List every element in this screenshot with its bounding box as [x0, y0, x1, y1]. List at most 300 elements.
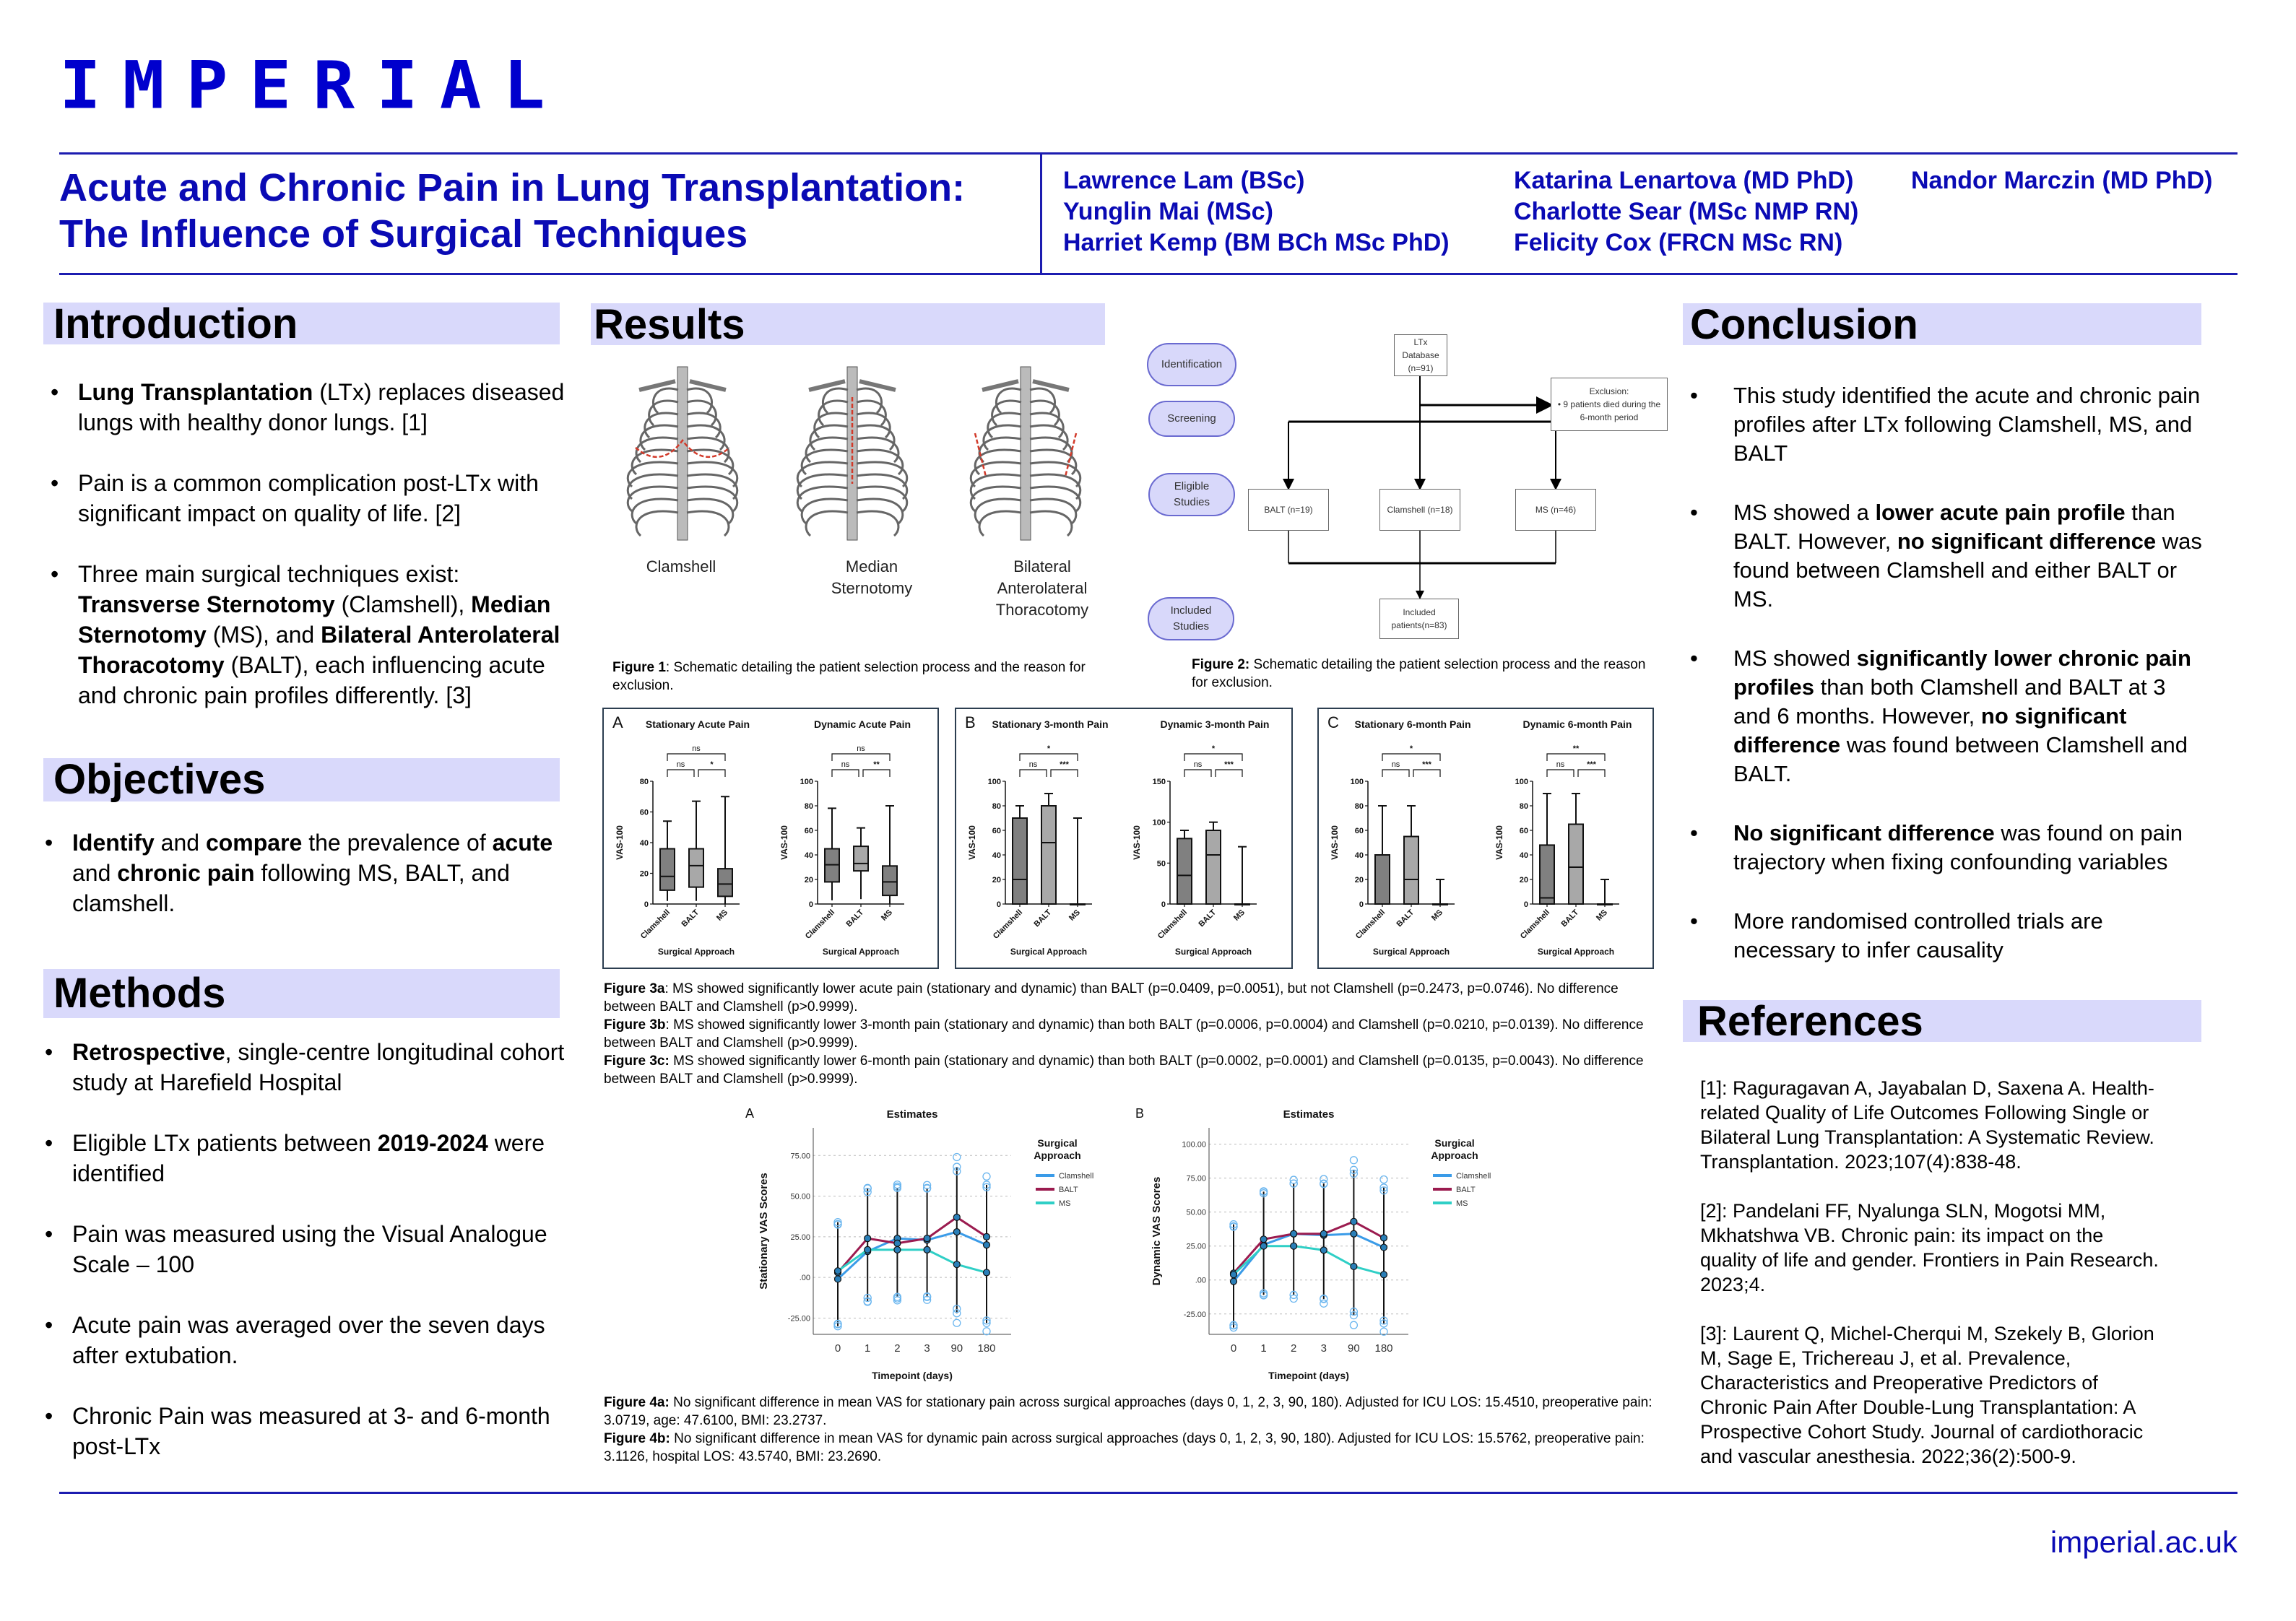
box	[1206, 830, 1221, 904]
y-tick-label: 100	[1350, 778, 1364, 786]
title-line-1: Acute and Chronic Pain in Lung Transplantation:	[59, 166, 966, 209]
figure-4-captions	[604, 1394, 1673, 1466]
y-tick-label: 100	[1515, 778, 1528, 786]
text-run: Acute pain was averaged over the seven days after extubation.	[72, 1312, 545, 1368]
data-point	[984, 1242, 990, 1248]
text-run: were identified	[72, 1130, 545, 1186]
author: Lawrence Lam (BSc)	[1063, 167, 1305, 194]
author: Harriet Kemp (BM BCh MSc PhD)	[1063, 229, 1450, 256]
x-axis-label: Surgical Approach	[1537, 947, 1615, 957]
legend-label: Clamshell	[1456, 1172, 1491, 1181]
data-point	[1231, 1278, 1237, 1285]
references-list	[1700, 1076, 2162, 1493]
y-axis-label: VAS-100	[1494, 825, 1504, 860]
author: Yunglin Mai (MSc)	[1063, 198, 1273, 225]
bold-run: Retrospective	[72, 1039, 225, 1065]
x-tick-label: Clamshell	[1156, 908, 1190, 941]
bullet-item	[43, 377, 578, 438]
authors-col-2	[1514, 165, 1858, 258]
author: Charlotte Sear (MSc NMP RN)	[1514, 198, 1859, 225]
data-point	[1320, 1230, 1327, 1237]
ribcage-icon	[628, 367, 737, 540]
y-tick-label: 60	[639, 808, 649, 817]
y-tick-label: 60	[804, 827, 813, 835]
y-tick-label: 60	[1519, 827, 1528, 835]
bullet-item	[38, 1128, 586, 1188]
ribcage-label-balt: Bilateral Anterolateral Thoracotomy	[995, 557, 1089, 619]
bold-run: Identify	[72, 830, 155, 856]
chart-title: Stationary 3-month Pain	[992, 718, 1109, 730]
y-tick-label: 20	[804, 876, 813, 885]
chart-title: Stationary Acute Pain	[645, 718, 750, 730]
x-tick-label: MS	[1594, 908, 1610, 923]
significance-label: *	[1211, 744, 1216, 753]
figure-3-captions	[604, 980, 1673, 1088]
box	[883, 866, 897, 895]
y-tick-label: .00	[799, 1274, 810, 1283]
references-heading: References	[1683, 1000, 2201, 1042]
y-tick-label: 0	[1161, 900, 1166, 909]
ribcage-label-median: Median Sternotomy	[831, 557, 913, 597]
y-tick-label: 75.00	[1186, 1174, 1206, 1183]
bold-run: no significant difference	[1733, 703, 2127, 757]
y-tick-label: 20	[1354, 876, 1364, 885]
box	[1404, 837, 1418, 905]
boxplot-panel-b-svg	[956, 709, 1291, 968]
data-point	[1260, 1243, 1267, 1249]
significance-label: **	[873, 760, 880, 769]
box	[1177, 838, 1192, 904]
y-tick-label: 60	[992, 827, 1001, 835]
bullet-item	[1683, 498, 2203, 614]
group-balt: BALT (n=19)	[1248, 489, 1329, 531]
bold-run: Median Sternotomy	[78, 591, 551, 648]
y-tick-label: 40	[639, 839, 649, 848]
data-point	[894, 1240, 901, 1246]
x-tick-label: Clamshell	[638, 908, 672, 941]
boxplot-panel-a-svg	[604, 709, 937, 968]
y-axis-label: VAS-100	[1330, 825, 1340, 860]
exclusion-title: Exclusion:	[1589, 386, 1629, 396]
bullet-item	[1683, 381, 2203, 468]
significance-label: ***	[1224, 760, 1234, 769]
y-axis-label: Stationary VAS Scores	[758, 1173, 770, 1290]
ci-marker	[953, 1319, 961, 1326]
results-heading: Results	[591, 303, 1105, 345]
y-tick-label: 40	[1354, 851, 1364, 860]
box	[854, 846, 868, 871]
x-tick-label: 2	[1291, 1342, 1297, 1355]
x-tick-label: 1	[1260, 1342, 1267, 1355]
conclusion-list	[1683, 381, 2203, 965]
included-box: Included patients(n=83)	[1379, 599, 1459, 639]
significance-label: ns	[841, 760, 850, 769]
y-tick-label: 25.00	[790, 1233, 810, 1242]
x-tick-label: 3	[1320, 1342, 1327, 1355]
text-run: and	[154, 830, 206, 856]
author: Katarina Lenartova (MD PhD)	[1514, 167, 1854, 194]
significance-label: ns	[692, 744, 701, 753]
stage-included: Included Studies	[1148, 597, 1234, 640]
chart-title: Dynamic Acute Pain	[813, 718, 911, 730]
x-tick-label: MS	[1429, 908, 1445, 923]
group-ms: MS (n=46)	[1515, 489, 1596, 531]
data-point	[1260, 1236, 1267, 1243]
data-point	[865, 1246, 871, 1253]
database-box: LTx Database (n=91)	[1394, 334, 1447, 376]
panel-letter: B	[1135, 1106, 1145, 1121]
y-tick-label: 20	[1519, 876, 1528, 885]
data-point	[953, 1214, 960, 1220]
x-tick-label: Clamshell	[1518, 908, 1552, 941]
objectives-body	[38, 827, 579, 949]
data-point	[1381, 1244, 1387, 1251]
significance-label: **	[1572, 744, 1580, 753]
bullet-item	[1683, 819, 2203, 877]
legend-label: MS	[1059, 1199, 1071, 1208]
box	[1540, 845, 1554, 904]
introduction-body	[43, 377, 578, 741]
y-axis-label: VAS-100	[615, 825, 625, 860]
significance-bracket	[1020, 770, 1047, 777]
box	[1013, 818, 1027, 904]
data-point	[835, 1276, 841, 1282]
data-point	[984, 1233, 990, 1240]
y-tick-label: 50.00	[790, 1192, 810, 1201]
text-run: , single-centre longitudinal cohort study at Harefield Hospital	[72, 1039, 565, 1095]
methods-heading: Methods	[43, 969, 560, 1018]
x-tick-label: 180	[977, 1342, 996, 1355]
x-tick-label: 3	[924, 1342, 930, 1355]
text-run: (BALT), each influencing acute and chronic pain profiles differently. [3]	[78, 652, 545, 708]
data-point	[1381, 1272, 1387, 1278]
data-point	[1351, 1218, 1357, 1225]
significance-label: ***	[1422, 760, 1431, 769]
title-line-2: The Influence of Surgical Techniques	[59, 212, 748, 256]
footer-url[interactable]: imperial.ac.uk	[2050, 1525, 2237, 1559]
panel-letter: C	[1327, 713, 1339, 731]
legend-title: Approach	[1034, 1150, 1081, 1161]
stage-identification: Identification	[1147, 343, 1236, 386]
y-tick-label: 40	[1519, 851, 1528, 860]
rib	[636, 511, 678, 536]
boxplot-panel-a	[602, 708, 939, 969]
authors-col-3	[1911, 165, 2212, 196]
bold-run: compare	[205, 830, 303, 856]
methods-list	[38, 1037, 586, 1461]
significance-bracket	[1578, 770, 1605, 777]
spine	[677, 367, 688, 540]
bullet-item	[1683, 644, 2203, 788]
bold-run: significantly lower chronic pain profiles	[1733, 646, 2191, 700]
imperial-logo: IMPERIAL	[59, 46, 567, 124]
stage-screening: Screening	[1148, 401, 1235, 437]
box	[689, 849, 703, 887]
legend-title: Surgical	[1037, 1137, 1078, 1149]
data-point	[1351, 1263, 1357, 1269]
significance-bracket	[1547, 770, 1574, 777]
box	[660, 849, 675, 890]
y-tick-label: 75.00	[790, 1152, 810, 1161]
rib	[806, 511, 848, 536]
bullet-item	[38, 1219, 586, 1279]
x-axis-label: Surgical Approach	[822, 947, 900, 957]
reference-item: [3]: Laurent Q, Michel-Cherqui M, Szekely B, Glorion M, Sage E, Trichereau J, et al. Prevalence, Characteristics and Preoperative Predictors of Chronic Pain After Double-Lung Transplantation: A Prospective Cohort Study. Journal of cardiothoracic and vascular anesthesia. 2022;36(2):500-9.	[1700, 1323, 2154, 1467]
x-axis-label: Surgical Approach	[1010, 947, 1088, 957]
text-run: Chronic Pain was measured at 3- and 6-month post-LTx	[72, 1403, 550, 1459]
bold-run: lower acute pain profile	[1875, 500, 2126, 525]
y-tick-label: 80	[992, 802, 1001, 811]
methods-body	[38, 1037, 586, 1492]
data-point	[865, 1235, 871, 1242]
x-tick-label: Clamshell	[1353, 908, 1387, 941]
x-tick-label: BALT	[1559, 908, 1581, 929]
y-tick-label: -25.00	[1183, 1310, 1206, 1319]
x-tick-label: BALT	[1395, 908, 1416, 929]
bullet-item	[38, 1310, 586, 1370]
ci-marker	[983, 1328, 990, 1335]
y-tick-label: 40	[804, 851, 813, 860]
panel-letter: A	[745, 1106, 755, 1121]
data-point	[835, 1268, 841, 1274]
significance-label: *	[710, 760, 714, 769]
x-axis-label: Timepoint (days)	[872, 1370, 953, 1381]
rib	[979, 511, 1021, 536]
text-run: Eligible LTx patients between	[72, 1130, 378, 1156]
author: Nandor Marczin (MD PhD)	[1911, 167, 2213, 194]
author: Felicity Cox (FRCN MSc RN)	[1514, 229, 1843, 256]
significance-bracket	[667, 770, 694, 777]
x-tick-label: BALT	[1197, 908, 1218, 929]
x-tick-label: Clamshell	[991, 908, 1025, 941]
text-run: was found on pain trajectory when fixing confounding variables	[1733, 820, 2183, 874]
chart-title: Dynamic 6-month Pain	[1522, 718, 1632, 730]
line-chart-a	[744, 1105, 1138, 1390]
objectives-heading: Objectives	[43, 758, 560, 801]
y-axis-label: VAS-100	[779, 825, 789, 860]
x-tick-label: 180	[1374, 1342, 1393, 1355]
x-tick-label: BALT	[844, 908, 866, 929]
boxplot-panel-c-svg	[1319, 709, 1652, 968]
x-tick-label: MS	[879, 908, 895, 923]
x-tick-label: 0	[1230, 1342, 1237, 1355]
y-tick-label: 100.00	[1182, 1140, 1206, 1150]
x-axis-label: Surgical Approach	[1174, 947, 1252, 957]
y-tick-label: 80	[1354, 802, 1364, 811]
figure-4b-caption: Figure 4b: No significant difference in mean VAS for dynamic pain across surgical approaches (days 0, 1, 2, 3, 90, 180). Adjusted for ICU LOS: 15.5762, preoperative pain: 3.1126, hospital LOS: 43.5740, BMI: 23.2690.	[604, 1431, 1645, 1464]
x-tick-label: MS	[714, 908, 730, 923]
chart-title: Estimates	[1283, 1108, 1335, 1121]
figure-3c-caption: Figure 3c: MS showed significantly lower 6-month pain (stationary and dynamic) than both BALT (p=0.0002, p=0.0001) and Clamshell (p=0.0135, p=0.0043). No difference between BALT and Clamshell (p>0.9999).	[604, 1053, 1644, 1087]
text-run: More randomised controlled trials are necessary to infer causality	[1733, 908, 2103, 962]
figure-1-caption: Figure 1: Schematic detailing the patient selection process and the reason for exclusion.	[612, 660, 1086, 693]
chart-title: Stationary 6-month Pain	[1354, 718, 1471, 730]
series-line-ms	[838, 1250, 987, 1273]
box	[718, 869, 732, 896]
x-tick-label: 0	[834, 1342, 841, 1355]
y-tick-label: 100	[800, 778, 813, 786]
y-axis-label: VAS-100	[1132, 825, 1142, 860]
significance-label: ns	[857, 744, 865, 753]
ribcage-illustrations	[599, 361, 1105, 549]
text-run: (LTx) replaces diseased lungs with healthy donor lungs. [1]	[78, 379, 565, 435]
significance-bracket	[1216, 770, 1242, 777]
x-tick-label: 2	[894, 1342, 901, 1355]
text-run: was found between Clamshell and BALT.	[1733, 732, 2188, 786]
text-run: Three main surgical techniques exist:	[78, 561, 460, 587]
box	[1375, 855, 1390, 904]
series-line-clamshell	[1234, 1234, 1384, 1282]
y-axis-label: Dynamic VAS Scores	[1151, 1176, 1163, 1286]
ci-marker	[1320, 1300, 1327, 1307]
significance-bracket	[863, 770, 890, 777]
data-point	[894, 1246, 901, 1253]
conclusion-heading: Conclusion	[1683, 303, 2201, 345]
reference-item: [1]: Raguragavan A, Jayabalan D, Saxena A. Health-related Quality of Life Outcomes Following Single or Bilateral Lung Transplantation: A Systematic Review. Transplantation. 2023;107(4):838-48.	[1700, 1077, 2154, 1173]
boxplot-panel-c	[1317, 708, 1654, 969]
data-point	[1231, 1272, 1237, 1278]
data-point	[1351, 1230, 1357, 1237]
x-tick-label: 1	[865, 1342, 871, 1355]
x-tick-label: Clamshell	[803, 908, 837, 941]
panel-letter: A	[612, 713, 623, 731]
data-point	[953, 1261, 960, 1268]
y-tick-label: 0	[996, 900, 1001, 909]
exclusion-box	[1551, 378, 1668, 431]
box	[1041, 806, 1056, 904]
authors-col-1	[1063, 165, 1450, 258]
significance-label: ns	[1391, 760, 1400, 769]
data-point	[1291, 1243, 1297, 1249]
text-run: following MS, BALT, and clamshell.	[72, 860, 510, 916]
y-tick-label: 40	[992, 851, 1001, 860]
boxplot-panel-b	[955, 708, 1293, 969]
y-tick-label: 150	[1152, 778, 1166, 786]
text-run: MS showed	[1733, 646, 1857, 671]
introduction-heading: Introduction	[43, 303, 560, 344]
chart-title: Dynamic 3-month Pain	[1160, 718, 1270, 730]
chart-title: Estimates	[886, 1108, 938, 1121]
text-run: than BALT. However,	[1733, 500, 2175, 554]
ci-marker	[1350, 1157, 1357, 1164]
x-tick-label: 90	[950, 1342, 963, 1355]
data-point	[1381, 1235, 1387, 1241]
rib	[1030, 511, 1072, 536]
y-tick-label: 0	[808, 900, 813, 909]
data-point	[1291, 1230, 1297, 1237]
significance-label: *	[1409, 744, 1413, 753]
bold-run: Transverse Sternotomy	[78, 591, 335, 617]
x-tick-label: MS	[1067, 908, 1083, 923]
ci-marker	[983, 1173, 990, 1180]
y-tick-label: 0	[1359, 900, 1364, 909]
significance-bracket	[1184, 770, 1211, 777]
data-point	[984, 1269, 990, 1276]
data-point	[1320, 1247, 1327, 1253]
y-tick-label: 25.00	[1186, 1242, 1206, 1251]
legend-title: Surgical	[1434, 1137, 1475, 1149]
rib	[857, 511, 898, 536]
x-tick-label: 90	[1348, 1342, 1360, 1355]
text-run: the prevalence of	[302, 830, 493, 856]
data-point	[924, 1246, 930, 1253]
figure-3a-caption: Figure 3a: MS showed significantly lower acute pain (stationary and dynamic) than BALT (p=0.0409, p=0.0051), but not Clamshell (p=0.2473, p=0.0746). No difference between BALT and Clamshell (p>0.9999).	[604, 981, 1619, 1014]
y-tick-label: 50.00	[1186, 1208, 1206, 1217]
bullet-item	[38, 1401, 586, 1461]
flowchart	[1141, 329, 1661, 639]
ribcage-icon	[797, 367, 907, 540]
ribcage-label-clamshell: Clamshell	[646, 557, 716, 575]
y-tick-label: 50	[1156, 859, 1166, 869]
bold-run: no significant difference	[1897, 529, 2157, 554]
y-tick-label: 100	[987, 778, 1001, 786]
bullet-item	[43, 559, 578, 710]
bold-run: 2019-2024	[377, 1130, 488, 1156]
legend-label: BALT	[1059, 1186, 1078, 1194]
y-tick-label: .00	[1195, 1276, 1206, 1285]
significance-label: *	[1047, 744, 1051, 753]
figure-4a-caption: Figure 4a: No significant difference in mean VAS for stationary pain across surgical approaches (days 0, 1, 2, 3, 90, 180). Adjusted for ICU LOS: 15.4510, preoperative pain: 3.0719, age: 47.6100, BMI: 23.2737.	[604, 1395, 1652, 1428]
ci-marker	[953, 1154, 961, 1161]
data-point	[924, 1235, 930, 1242]
bullet-item	[38, 827, 579, 918]
data-point	[953, 1229, 960, 1235]
x-tick-label: BALT	[1032, 908, 1054, 929]
legend-label: MS	[1456, 1199, 1468, 1208]
series-line-balt	[838, 1217, 987, 1273]
y-tick-label: 100	[1152, 818, 1166, 827]
panel-letter: B	[965, 713, 976, 731]
bold-run: chronic pain	[117, 860, 255, 886]
legend-label: BALT	[1456, 1186, 1476, 1194]
exclusion-item: • 9 patients died during the 6-month period	[1557, 399, 1661, 422]
bold-run: Bilateral Anterolateral Thoracotomy	[78, 622, 560, 678]
y-tick-label: 0	[644, 900, 649, 909]
significance-label: ns	[676, 760, 685, 769]
significance-label: ns	[1028, 760, 1038, 769]
footer-rule	[59, 1492, 2237, 1494]
text-run: (MS), and	[206, 622, 321, 648]
poster-title	[59, 165, 965, 257]
significance-label: ns	[1193, 760, 1203, 769]
line-chart-b	[1134, 1105, 1538, 1390]
box	[1569, 825, 1583, 905]
spine	[1021, 367, 1031, 540]
figure-3b-caption: Figure 3b: MS showed significantly lower 3-month pain (stationary and dynamic) than both BALT (p=0.0006, p=0.0004) and Clamshell (p=0.0210, p=0.0139). No difference between BALT and Clamshell (p>0.9999).	[604, 1017, 1644, 1051]
ci-marker	[1350, 1321, 1357, 1329]
y-tick-label: 20	[639, 869, 649, 879]
significance-bracket	[1051, 770, 1078, 777]
text-run: was found between Clamshell and either BALT or MS.	[1733, 529, 2202, 612]
ci-marker	[1380, 1176, 1387, 1183]
x-tick-label: BALT	[680, 908, 701, 929]
significance-bracket	[1413, 770, 1440, 777]
y-tick-label: 0	[1523, 900, 1528, 909]
y-axis-label: VAS-100	[967, 825, 977, 860]
y-tick-label: 20	[992, 876, 1001, 885]
figure-2-caption: Figure 2: Schematic detailing the patient selection process and the reason for exclusion.	[1192, 657, 1646, 690]
legend-title: Approach	[1431, 1150, 1478, 1161]
conclusion-body	[1683, 381, 2203, 995]
text-run: Pain is a common complication post-LTx with significant impact on quality of life. [2]	[78, 470, 539, 526]
bullet-item	[38, 1037, 586, 1098]
significance-bracket	[1382, 770, 1409, 777]
x-axis-label: Surgical Approach	[657, 947, 735, 957]
y-tick-label: 60	[1354, 827, 1364, 835]
significance-label: ***	[1587, 760, 1596, 769]
series-line-ms	[1234, 1246, 1384, 1275]
text-run: than both Clamshell and BALT at 3 and 6 months. However,	[1733, 674, 2166, 729]
